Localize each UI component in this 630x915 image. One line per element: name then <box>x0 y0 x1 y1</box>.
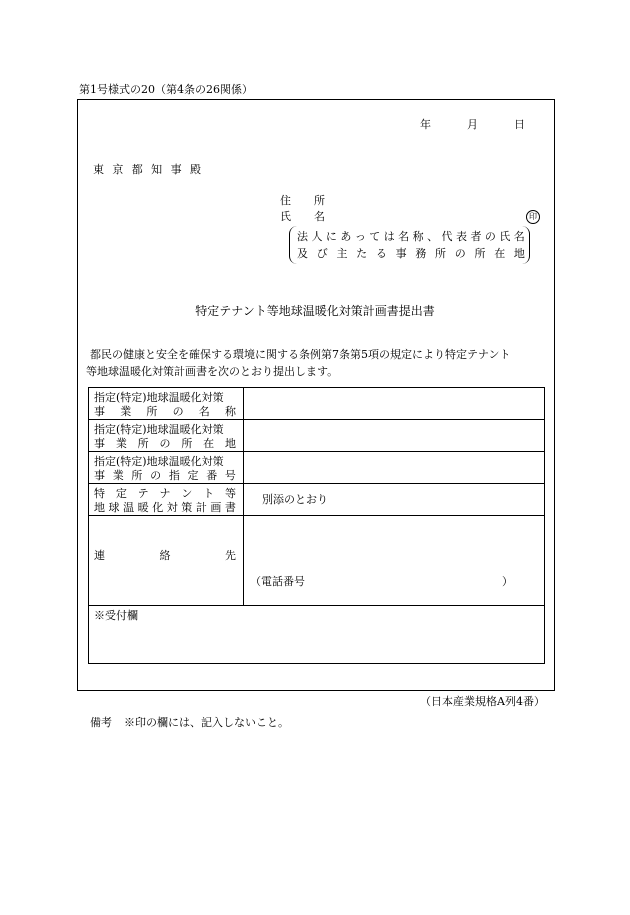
contact-label-cell <box>89 516 244 606</box>
addressee: 東 京 都 知 事 殿 <box>93 163 201 176</box>
contact-value-cell[interactable] <box>244 516 545 606</box>
table-value-cell[interactable] <box>244 388 545 420</box>
contact-row <box>89 516 545 606</box>
remarks-text: ※印の欄には、記入しないこと。 <box>124 716 289 729</box>
date-year: 年 <box>420 118 431 131</box>
address-label: 住 所 <box>280 194 325 207</box>
table-row <box>89 452 545 484</box>
table-row <box>89 484 545 516</box>
body-text-line1: 都民の健康と安全を確保する環境に関する条例第7条第5項の規定により特定テナント <box>90 348 511 361</box>
date-month: 月 <box>467 118 478 131</box>
date-day: 日 <box>514 118 525 131</box>
contact-label: 連 絡 先 <box>94 548 236 562</box>
remarks-label: 備考 <box>90 716 112 729</box>
table-label: 特 定 テ ナ ン ト 等 地 球 温 暖 化 対 策 計 画 書 <box>89 484 244 516</box>
form-number: 第1号様式の20（第4条の26関係） <box>79 83 253 96</box>
corporate-note-line1: 法 人 に あ っ て は 名 称 、 代 表 者 の 氏 名 <box>297 230 525 243</box>
paper-size-note: （日本産業規格A列4番） <box>420 695 545 708</box>
phone-close-paren: ） <box>502 575 513 588</box>
table-label: 指定(特定)地球温暖化対策 事 業 所 の 指 定 番 号 <box>89 452 244 484</box>
table-value-cell[interactable] <box>244 452 545 484</box>
table-label: 指定(特定)地球温暖化対策 事 業 所 の 所 在 地 <box>89 420 244 452</box>
plan-value-cell[interactable]: 別添のとおり <box>244 484 545 516</box>
table-label: 指定(特定)地球温暖化対策 事 業 所 の 名 称 <box>89 388 244 420</box>
reception-field: ※受付欄 <box>89 606 545 664</box>
table-row <box>89 420 545 452</box>
body-text-line2: 等地球温暖化対策計画書を次のとおり提出します。 <box>86 365 339 378</box>
submission-table <box>88 387 545 664</box>
corporate-note-line2: 及 び 主 た る 事 務 所 の 所 在 地 <box>297 247 525 260</box>
table-value-cell[interactable] <box>244 420 545 452</box>
name-label: 氏 名 <box>280 210 325 223</box>
seal-mark: 印 <box>526 210 540 224</box>
reception-row <box>89 606 545 664</box>
phone-label: （電話番号 <box>250 575 305 588</box>
document-title: 特定テナント等地球温暖化対策計画書提出書 <box>195 304 435 318</box>
table-row <box>89 388 545 420</box>
